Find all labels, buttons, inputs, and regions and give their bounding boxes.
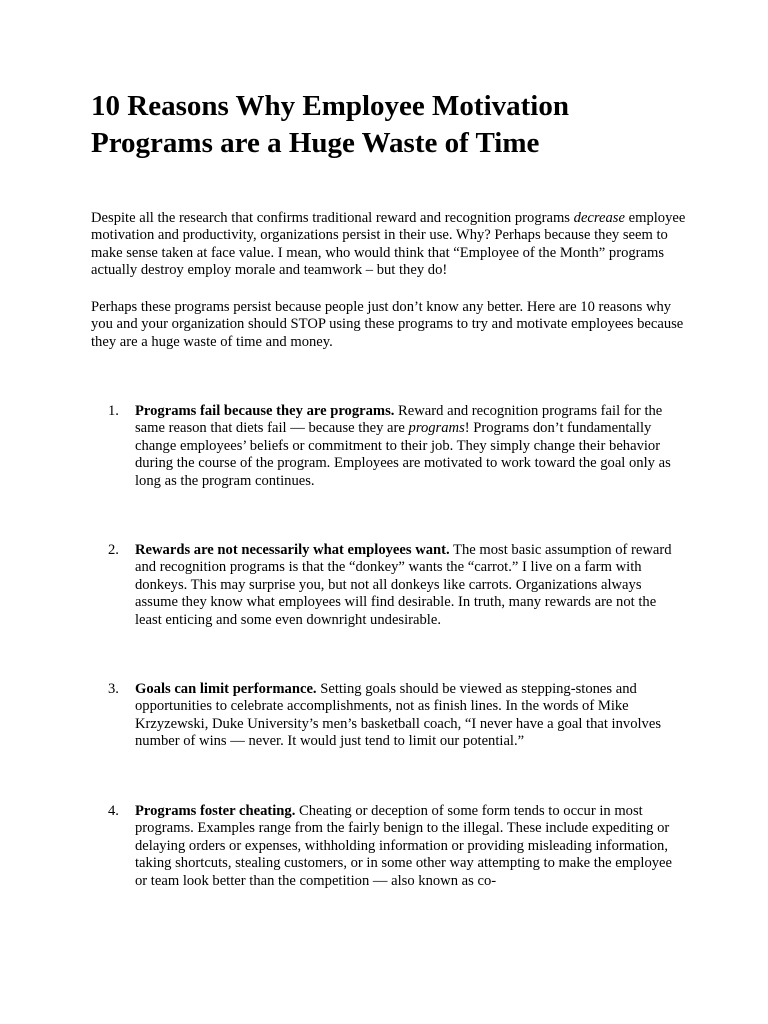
page-title: 10 Reasons Why Employee Motivation Programs are a Huge Waste of Time [91,90,569,159]
intro-emphasis: decrease [573,210,625,226]
list-item-number: 1. [108,403,119,419]
list-item-body [135,542,680,629]
list-item-number: 2. [108,542,119,558]
list-item-heading: Rewards are not necessarily what employees want. [135,542,450,558]
list-item-text-before: Reward and recognition programs fail for the same reason that diets fail — because they are [135,403,663,437]
list-item-emphasis: programs [408,420,465,437]
list-item-body [135,803,680,890]
list-item-text-after: ! Programs don’t fundamentally change employees’ beliefs or commitment to their job. They simply change their behavior during the course of the program. Employees are motivated to work toward the goal only as long as the program continues. [135,420,671,489]
list-item-text: Cheating or deception of some form tends to occur in most programs. Examples range from the fairly benign to the illegal. These include expediting or delaying orders or expenses, withholding information or providing misleading information, taking shortcuts, stealing customers, or in some other way attempting to make the employee or team look better than the competition — also known as co- [135,803,673,889]
list-item-number: 4. [108,803,119,819]
intro-text-after: employee motivation and productivity, organizations persist in their use. Why? Perhaps because they seem to make sense taken at face value. I mean, who would think that “Employee of the Month” programs actually destroy employ morale and teamwork – but they do! [91,210,686,279]
list-item-text: Setting goals should be viewed as stepping-stones and opportunities to celebrate accomplishments, not as finish lines. In the words of Mike Krzyzewski, Duke University’s men’s basketball coach, “I never have a goal that involves number of wins — never. It would just tend to limit our potential.” [135,681,662,750]
list-item-body [135,681,680,751]
list-item-number: 3. [108,681,119,697]
list-item-body [135,403,680,490]
list-item-heading: Programs foster cheating. [135,803,296,819]
list-item-heading: Goals can limit performance. [135,681,317,697]
list-item-heading: Programs fail because they are programs. [135,403,395,419]
intro-paragraph [91,210,691,280]
reasons-intro-paragraph: Perhaps these programs persist because people just don’t know any better. Here are 10 reasons why you and your organization should STOP using these programs to try and motivate employees because they are a huge waste of time and money. [91,299,684,350]
list-item-text: The most basic assumption of reward and recognition programs is that the “donkey” wants the “carrot.” I live on a farm with donkeys. This may surprise you, but not all donkeys like carrots. Organizations always assume they know what employees will find desirable. In truth, many rewards are not the least enticing and some even downright undesirable. [135,542,672,628]
intro-text-before: Despite all the research that confirms traditional reward and recognition programs [91,210,574,226]
